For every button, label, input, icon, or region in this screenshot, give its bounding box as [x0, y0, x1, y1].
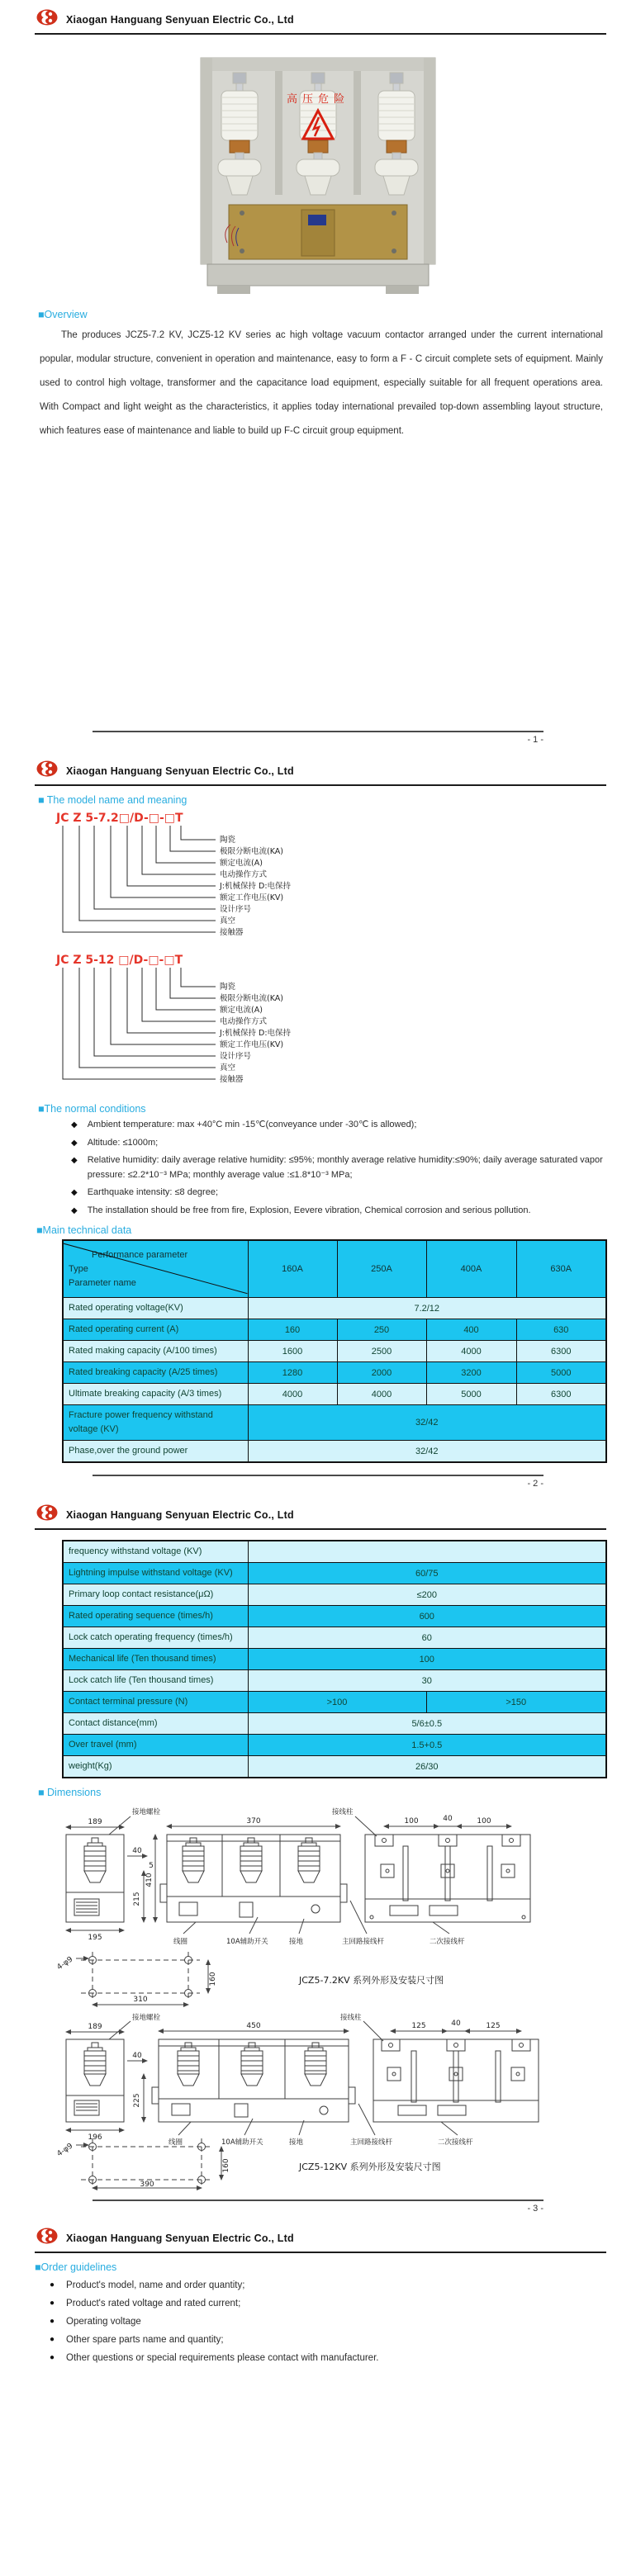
- row-label: Fracture power frequency withstand voltage (KV): [63, 1405, 248, 1441]
- technical-data-heading: ■Main technical data: [36, 1224, 132, 1236]
- part-label: 接线柱: [332, 1808, 354, 1816]
- row-value: 3200: [426, 1362, 516, 1384]
- dimension-drawing-7-2kv: [51, 1802, 585, 2011]
- model-label: 电动操作方式: [220, 870, 268, 879]
- column-header: 400A: [426, 1240, 516, 1298]
- table-row: [63, 1756, 606, 1778]
- company-name: Xiaogan Hanguang Senyuan Electric Co., Ltd: [66, 765, 294, 777]
- model-string-2: JC Z 5-12 □/D-□-□T: [56, 954, 183, 967]
- part-label: 接地: [289, 2138, 304, 2147]
- row-label: frequency withstand voltage (KV): [63, 1541, 248, 1563]
- corner-diagonal-line: [64, 1241, 248, 1297]
- dim-label: 5: [149, 1862, 154, 1870]
- dim-label: 450: [246, 2022, 261, 2030]
- condition-item-text: Ambient temperature: max +40°C min -15℃(conveyance under -30℃ is allowed);: [87, 1120, 417, 1129]
- row-label: Ultimate breaking capacity (A/3 times): [63, 1384, 248, 1405]
- part-label: 10A辅助开关: [221, 2138, 263, 2147]
- part-label: 主回路接线杆: [350, 2138, 393, 2147]
- company-name: Xiaogan Hanguang Senyuan Electric Co., Ltd: [66, 13, 294, 26]
- model-label: 真空: [220, 916, 236, 926]
- condition-item-text: Earthquake intensity: ≤8 degree;: [87, 1187, 219, 1197]
- row-value: 630: [516, 1319, 606, 1341]
- dim-label: 196: [88, 2133, 102, 2142]
- column-header: 250A: [337, 1240, 426, 1298]
- condition-item-text: Altitude: ≤1000m;: [87, 1137, 159, 1148]
- row-value: 600: [248, 1606, 606, 1627]
- table-row: [63, 1563, 606, 1584]
- model-label: J:机械保持 D:电保持: [220, 882, 292, 891]
- model-label: 额定电流(A): [220, 1006, 263, 1015]
- row-label: Lock catch life (Ten thousand times): [63, 1670, 248, 1692]
- row-label: weight(Kg): [63, 1756, 248, 1778]
- table-row: [63, 1384, 606, 1405]
- row-value: 6300: [516, 1384, 606, 1405]
- model-diagram-7-2kv: [46, 809, 434, 943]
- part-label: 二次接线杆: [438, 2138, 473, 2147]
- dim-label: 160: [209, 1972, 217, 1986]
- row-value: 100: [248, 1649, 606, 1670]
- row-value: 2500: [337, 1341, 426, 1362]
- company-name: Xiaogan Hanguang Senyuan Electric Co., Ltd: [66, 2232, 294, 2244]
- model-label: 额定电流(A): [220, 859, 263, 868]
- bullet-icon: ●: [50, 2317, 55, 2326]
- model-label: 设计序号: [220, 1052, 252, 1061]
- row-value: 60: [248, 1627, 606, 1649]
- bullet-icon: ◆: [71, 1138, 78, 1148]
- row-value: 1280: [248, 1362, 337, 1384]
- row-value: 2000: [337, 1362, 426, 1384]
- condition-item-text: The installation should be free from fire, Explosion, Eevere vibration, Chemical corrosion and serious pollution.: [87, 1205, 531, 1215]
- table-row: [63, 1541, 606, 1563]
- order-item: [50, 2276, 603, 2294]
- table-row: [63, 1441, 606, 1463]
- document-page: [0, 5, 636, 2576]
- condition-item: [71, 1118, 603, 1133]
- table-row: [63, 1649, 606, 1670]
- overview-paragraph: The produces JCZ5-7.2 KV, JCZ5-12 KV series ac high voltage vacuum contactor arranged under the current international popular, modular structure, convenient in operation and maintenance, easy to form a F - C circuit complete sets of equipment. Mainly used to control high voltage, transformer and the capacitance load equipment, especially suitable for all frequent operations area. With Compact and light weight as the characteristics, it applies today international prevailed top-down assembling layout structure, which features ease of maintenance and liable to build up F-C circuit group equipment.: [40, 330, 603, 436]
- part-label: 接地螺栓: [132, 1808, 161, 1816]
- corner-line-3: Parameter name: [69, 1277, 136, 1288]
- dim-label: 4-φ9: [55, 1955, 75, 1972]
- table-row: [63, 1670, 606, 1692]
- drawing-caption: JCZ5-7.2KV 系列外形及安装尺寸图: [299, 1975, 444, 1986]
- model-label: J:机械保持 D:电保持: [220, 1029, 292, 1038]
- dim-label: 100: [404, 1817, 419, 1825]
- order-item: [50, 2313, 603, 2331]
- dim-label: 225: [133, 2093, 141, 2108]
- row-label: Over travel (mm): [63, 1735, 248, 1756]
- bullet-icon: ◆: [71, 1156, 78, 1165]
- part-label: 线圈: [168, 2138, 183, 2147]
- page-number-2: - 2 -: [527, 1479, 543, 1489]
- condition-item: [71, 1204, 603, 1219]
- dim-label: 370: [246, 1817, 261, 1825]
- row-value: 6300: [516, 1341, 606, 1362]
- table-row: [63, 1692, 606, 1713]
- page-number-3: - 3 -: [527, 2204, 543, 2214]
- order-item-text: Other questions or special requirements please contact with manufacturer.: [66, 2353, 379, 2363]
- row-value: [248, 1541, 606, 1563]
- model-label: 额定工作电压(KV): [220, 893, 284, 902]
- dim-label: 125: [411, 2022, 426, 2030]
- column-header: 630A: [516, 1240, 606, 1298]
- model-label: 设计序号: [220, 905, 252, 914]
- row-value: 160: [248, 1319, 337, 1341]
- dim-label: 125: [486, 2022, 501, 2030]
- company-logo-icon: [36, 9, 59, 30]
- order-item: [50, 2349, 603, 2367]
- table-row: [63, 1606, 606, 1627]
- row-value: ≤200: [248, 1584, 606, 1606]
- model-string-1: JC Z 5-7.2□/D-□-□T: [56, 812, 183, 825]
- row-label: Lock catch operating frequency (times/h): [63, 1627, 248, 1649]
- table-row: [63, 1627, 606, 1649]
- corner-line-1: Performance parameter: [92, 1249, 188, 1260]
- row-label: Contact distance(mm): [63, 1713, 248, 1735]
- dim-label: 40: [443, 1815, 453, 1823]
- bullet-icon: ●: [50, 2353, 55, 2362]
- technical-data-table-2: [62, 1540, 607, 1778]
- row-value: 400: [426, 1319, 516, 1341]
- row-value: 1.5+0.5: [248, 1735, 606, 1756]
- part-label: 接地: [289, 1938, 304, 1946]
- order-item-text: Operating voltage: [66, 2317, 141, 2327]
- table-row: [63, 1405, 606, 1441]
- company-logo-icon: [36, 1504, 59, 1525]
- dim-label: 40: [132, 1847, 142, 1855]
- order-item-text: Product's model, name and order quantity;: [66, 2280, 245, 2290]
- model-label: 额定工作电压(KV): [220, 1040, 284, 1049]
- bullet-icon: ◆: [71, 1188, 78, 1197]
- row-value: 30: [248, 1670, 606, 1692]
- dim-label: 310: [133, 1996, 148, 2004]
- part-label: 二次接线杆: [430, 1938, 465, 1946]
- model-label: 陶瓷: [220, 983, 236, 992]
- dim-label: 40: [132, 2052, 142, 2060]
- model-label: 电动操作方式: [220, 1017, 268, 1026]
- row-label: Primary loop contact resistance(μΩ): [63, 1584, 248, 1606]
- condition-item: [71, 1186, 603, 1200]
- condition-item: [71, 1153, 603, 1182]
- row-label: Rated making capacity (A/100 times): [63, 1341, 248, 1362]
- page1-blank-space: [0, 443, 636, 731]
- table-row: [63, 1713, 606, 1735]
- condition-item: [71, 1136, 603, 1151]
- company-header: [35, 5, 606, 35]
- model-label: 真空: [220, 1063, 236, 1073]
- row-label: Phase,over the ground power: [63, 1441, 248, 1463]
- model-label: 极限分断电流(KA): [220, 994, 283, 1003]
- order-item-text: Product's rated voltage and rated current;: [66, 2299, 241, 2308]
- table-corner-cell: [63, 1240, 248, 1298]
- part-label: 接地螺栓: [132, 2014, 161, 2022]
- order-guidelines-heading: ■Order guidelines: [35, 2261, 117, 2273]
- product-photo: [0, 51, 636, 301]
- row-value: 4000: [426, 1341, 516, 1362]
- bullet-icon: ◆: [71, 1120, 78, 1129]
- order-item: [50, 2331, 603, 2349]
- row-value: 60/75: [248, 1563, 606, 1584]
- row-label: Mechanical life (Ten thousand times): [63, 1649, 248, 1670]
- model-meaning-heading: ■ The model name and meaning: [38, 794, 187, 806]
- order-item: [50, 2294, 603, 2313]
- model-diagram-12kv: [46, 949, 434, 1091]
- technical-data-table-1: [62, 1239, 607, 1463]
- bullet-icon: ◆: [71, 1205, 78, 1215]
- normal-conditions-list: [71, 1118, 603, 1218]
- dim-label: 4-φ9: [55, 2142, 75, 2159]
- row-value: 26/30: [248, 1756, 606, 1778]
- dim-label: 160: [222, 2158, 230, 2173]
- order-guidelines-list: [50, 2276, 603, 2367]
- vacuum-contactor-photo: [178, 51, 458, 301]
- column-header: 160A: [248, 1240, 337, 1298]
- corner-line-2: Type: [69, 1263, 88, 1274]
- page-number-1: - 1 -: [527, 735, 543, 745]
- row-value: 32/42: [248, 1441, 606, 1463]
- drawing-caption: JCZ5-12KV 系列外形及安装尺寸图: [299, 2162, 441, 2172]
- part-label: 线圈: [173, 1938, 188, 1946]
- model-label: 陶瓷: [220, 836, 236, 845]
- row-value: 4000: [337, 1384, 426, 1405]
- dim-label: 410: [145, 1873, 154, 1887]
- overview-heading: ■Overview: [38, 309, 88, 320]
- normal-conditions-heading: ■The normal conditions: [38, 1103, 146, 1115]
- bullet-icon: ●: [50, 2280, 55, 2290]
- table-row: [63, 1362, 606, 1384]
- row-value: 250: [337, 1319, 426, 1341]
- model-label: 极限分断电流(KA): [220, 847, 283, 856]
- row-label: Contact terminal pressure (N): [63, 1692, 248, 1713]
- row-value: 5000: [426, 1384, 516, 1405]
- table-row: [63, 1735, 606, 1756]
- model-label: 接触器: [220, 1075, 244, 1084]
- table-header-row: [63, 1240, 606, 1298]
- dim-label: 195: [88, 1934, 102, 1942]
- row-value: 5000: [516, 1362, 606, 1384]
- row-value: >100: [248, 1692, 426, 1713]
- dimension-drawing-12kv: [51, 2011, 585, 2195]
- company-name: Xiaogan Hanguang Senyuan Electric Co., Ltd: [66, 1508, 294, 1521]
- row-label: Rated operating sequence (times/h): [63, 1606, 248, 1627]
- dim-label: 189: [88, 1818, 102, 1826]
- company-header: [35, 756, 606, 786]
- condition-item-text: Relative humidity: daily average relative humidity: ≤95%; monthly average relative humidity:≤90%; daily average saturated vapor pressure: ≤2.2*10⁻³ MPa; monthly average value :≤1.8*10⁻³ MPa;: [87, 1155, 603, 1180]
- dimensions-heading: ■ Dimensions: [38, 1787, 102, 1798]
- table-row: [63, 1298, 606, 1319]
- row-value: 5/6±0.5: [248, 1713, 606, 1735]
- row-label: Rated operating voltage(KV): [63, 1298, 248, 1319]
- row-label: Rated operating current (A): [63, 1319, 248, 1341]
- company-logo-icon: [36, 760, 59, 781]
- bullet-icon: ●: [50, 2335, 55, 2344]
- company-header: [35, 1500, 606, 1530]
- high-voltage-warning-text: 高压危险: [286, 93, 350, 106]
- row-value: 32/42: [248, 1405, 606, 1441]
- table-row: [63, 1584, 606, 1606]
- part-label: 10A辅助开关: [226, 1938, 268, 1946]
- row-label: Rated breaking capacity (A/25 times): [63, 1362, 248, 1384]
- company-header: [35, 2223, 606, 2253]
- dim-label: 390: [140, 2181, 154, 2189]
- part-label: 主回路接线杆: [342, 1938, 385, 1946]
- dim-label: 189: [88, 2023, 102, 2031]
- row-value: 7.2/12: [248, 1298, 606, 1319]
- dim-label: 40: [451, 2020, 461, 2028]
- model-label: 接触器: [220, 928, 244, 937]
- order-item-text: Other spare parts name and quantity;: [66, 2335, 224, 2345]
- row-value: >150: [426, 1692, 606, 1713]
- table-row: [63, 1341, 606, 1362]
- table-row: [63, 1319, 606, 1341]
- row-value: 1600: [248, 1341, 337, 1362]
- bullet-icon: ●: [50, 2299, 55, 2308]
- part-label: 接线柱: [340, 2014, 362, 2022]
- row-value: 4000: [248, 1384, 337, 1405]
- company-logo-icon: [36, 2228, 59, 2248]
- row-label: Lightning impulse withstand voltage (KV): [63, 1563, 248, 1584]
- dim-label: 100: [477, 1817, 491, 1825]
- dim-label: 215: [133, 1892, 141, 1906]
